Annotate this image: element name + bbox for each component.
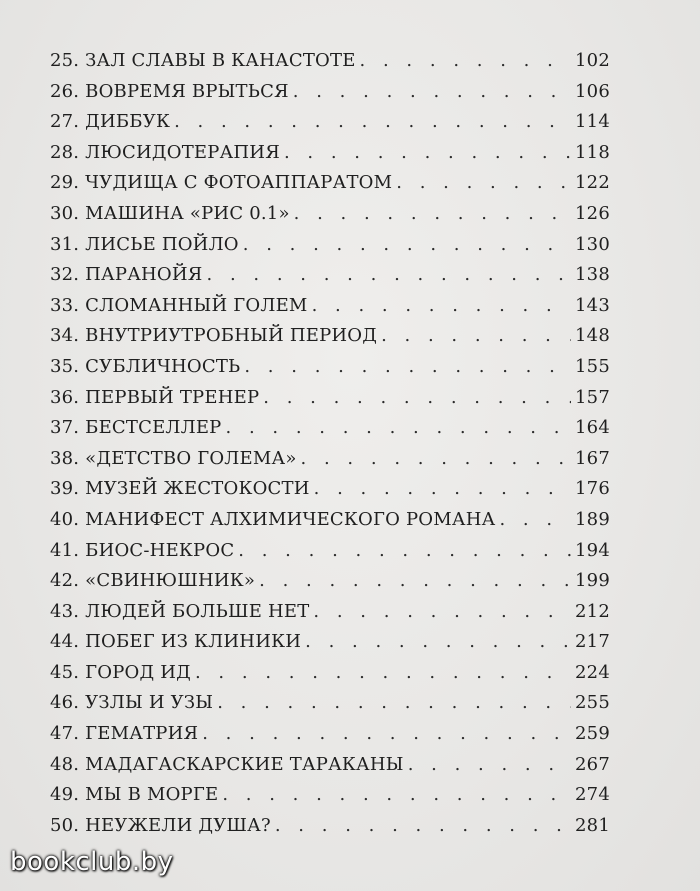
toc-entry [50,264,610,295]
toc-entry [50,723,610,754]
toc-entry [50,540,610,571]
toc-entry-page-number: 102 [575,50,610,71]
toc-leader-dots [207,264,572,285]
toc-entry-title: 47. ГЕМАТРИЯ [50,723,199,745]
toc-entry [50,815,610,846]
toc-entry-page-number: 281 [575,814,610,836]
toc-leader-dots [312,295,571,316]
toc-leader-dots [314,478,571,499]
table-of-contents [50,50,610,845]
toc-entry [50,784,610,815]
toc-entry-page-number: 217 [575,631,610,653]
toc-entry [50,387,610,418]
toc-entry-title: 39. МУЗЕЙ ЖЕСТОКОСТИ [50,478,310,500]
toc-entry-title: 36. ПЕРВЫЙ ТРЕНЕР [50,386,260,408]
toc-entry-title: 48. МАДАГАСКАРСКИЕ ТАРАКАНЫ [50,753,404,775]
toc-entry-title: 49. МЫ В МОРГЕ [50,784,219,806]
toc-entry-title: 45. ГОРОД ИД [50,661,191,683]
toc-entry [50,570,610,601]
toc-entry-page-number: 199 [575,570,610,592]
toc-entry-title: 41. БИОС-НЕКРОС [50,539,235,561]
toc-leader-dots [396,172,571,193]
toc-leader-dots [238,540,571,561]
toc-entry-page-number: 157 [575,386,610,408]
toc-entry [50,692,610,723]
toc-entry [50,172,610,203]
toc-entry-title: 25. ЗАЛ СЛАВЫ В КАНАСТОТЕ [50,50,356,71]
toc-entry [50,509,610,540]
toc-entry [50,754,610,785]
toc-entry-page-number: 176 [575,478,610,500]
toc-entry-page-number: 194 [575,539,610,561]
toc-entry [50,325,610,356]
toc-entry [50,631,610,662]
toc-entry-title: 31. ЛИСЬЕ ПОЙЛО [50,233,239,255]
toc-entry-title: 28. ЛЮСИДОТЕРАПИЯ [50,141,280,163]
toc-entry [50,234,610,265]
toc-entry [50,601,610,632]
toc-leader-dots [263,387,571,408]
toc-entry-page-number: 274 [575,784,610,806]
toc-entry-page-number: 212 [575,600,610,622]
toc-entry-title: 50. НЕУЖЕЛИ ДУША? [50,814,271,836]
toc-leader-dots [202,723,571,744]
toc-leader-dots [293,81,571,102]
toc-entry [50,81,610,112]
toc-leader-dots [284,142,571,163]
toc-entry-page-number: 259 [575,723,610,745]
toc-leader-dots [174,111,571,132]
toc-entry-title: 42. «СВИНЮШНИК» [50,570,256,592]
toc-entry-page-number: 118 [575,141,610,163]
toc-entry-title: 26. ВОВРЕМЯ ВРЫТЬСЯ [50,80,289,102]
toc-entry [50,142,610,173]
toc-leader-dots [305,631,571,652]
toc-entry-title: 40. МАНИФЕСТ АЛХИМИЧЕСКОГО РОМАНА [50,508,496,530]
toc-entry-page-number: 224 [575,661,610,683]
toc-entry [50,111,610,142]
toc-entry-page-number: 122 [575,172,610,194]
toc-entry-title: 30. МАШИНА «РИС 0.1» [50,202,290,224]
toc-entry-title: 38. «ДЕТСТВО ГОЛЕМА» [50,447,297,469]
toc-entry [50,50,610,81]
toc-leader-dots [226,417,572,438]
toc-entry-page-number: 167 [575,447,610,469]
toc-entry-page-number: 155 [575,355,610,377]
toc-leader-dots [243,234,571,255]
toc-entry-page-number: 106 [575,80,610,102]
toc-entry-page-number: 255 [575,692,610,714]
toc-entry [50,356,610,387]
toc-entry-page-number: 148 [575,325,610,347]
toc-leader-dots [360,50,571,71]
toc-entry-title: 35. СУБЛИЧНОСТЬ [50,355,241,377]
toc-entry-title: 43. ЛЮДЕЙ БОЛЬШЕ НЕТ [50,600,310,622]
toc-entry-title: 37. БЕСТСЕЛЛЕР [50,417,222,439]
toc-leader-dots [499,509,571,530]
toc-leader-dots [408,754,571,775]
toc-entry [50,295,610,326]
toc-entry-page-number: 126 [575,202,610,224]
toc-leader-dots [244,356,571,377]
toc-entry [50,417,610,448]
toc-entry [50,448,610,479]
toc-leader-dots [275,815,571,836]
toc-entry-page-number: 189 [575,508,610,530]
toc-leader-dots [195,662,571,683]
toc-entry-page-number: 267 [575,753,610,775]
toc-entry [50,662,610,693]
toc-entry [50,203,610,234]
toc-entry-page-number: 143 [575,294,610,316]
toc-entry-title: 46. УЗЛЫ И УЗЫ [50,692,214,714]
toc-entry-title: 29. ЧУДИЩА С ФОТОАППАРАТОМ [50,172,393,194]
toc-entry-title: 33. СЛОМАННЫЙ ГОЛЕМ [50,294,308,316]
toc-entry-page-number: 164 [575,417,610,439]
toc-entry-title: 27. ДИББУК [50,111,171,133]
toc-leader-dots [217,692,571,713]
toc-leader-dots [301,448,571,469]
toc-leader-dots [294,203,571,224]
toc-entry-title: 32. ПАРАНОЙЯ [50,264,203,286]
toc-entry-title: 34. ВНУТРИУТРОБНЫЙ ПЕРИОД [50,325,378,347]
toc-entry [50,478,610,509]
toc-entry-title: 44. ПОБЕГ ИЗ КЛИНИКИ [50,631,302,653]
toc-leader-dots [313,601,571,622]
toc-leader-dots [259,570,571,591]
watermark: bookclub.by [10,847,174,877]
toc-entry-page-number: 130 [575,233,610,255]
toc-leader-dots [222,784,571,805]
toc-leader-dots [381,325,571,346]
toc-entry-page-number: 114 [575,111,610,133]
toc-entry-page-number: 138 [575,264,610,286]
